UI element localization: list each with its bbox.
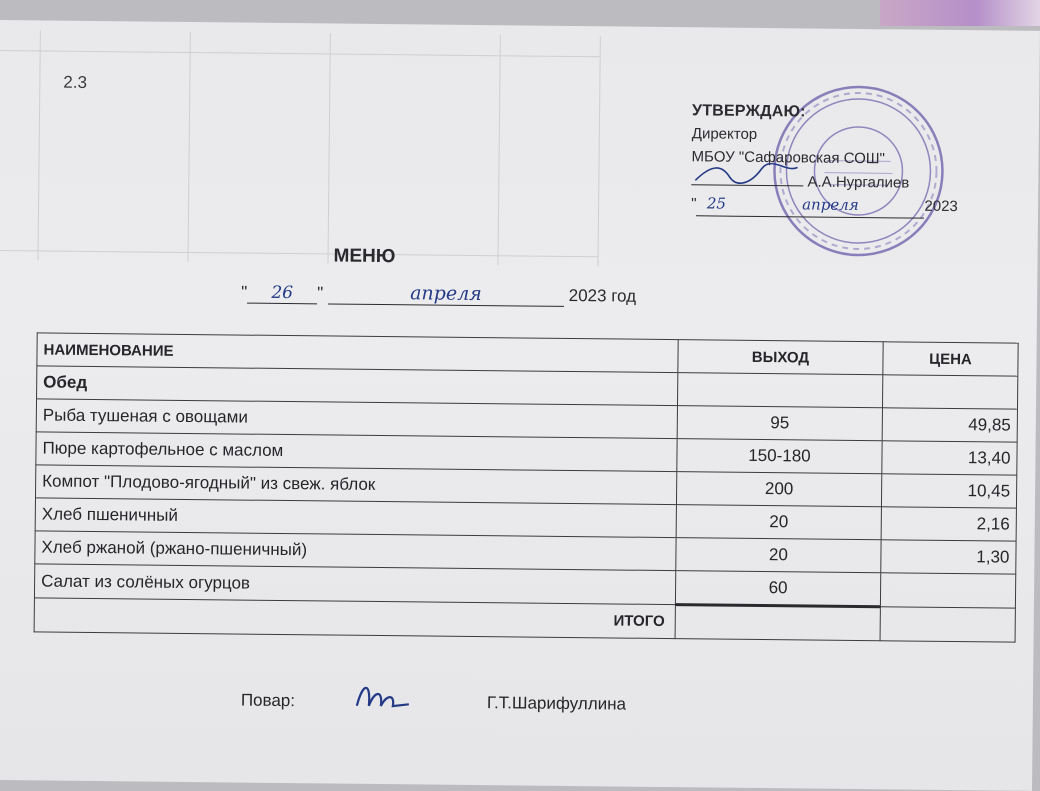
dish-output: 150-180 bbox=[677, 439, 882, 474]
quote-mark: " bbox=[317, 283, 324, 303]
dish-price: 1,30 bbox=[881, 540, 1016, 574]
dish-name: Хлеб пшеничный bbox=[35, 498, 676, 538]
header-output: ВЫХОД bbox=[678, 340, 883, 375]
approval-date bbox=[691, 192, 958, 219]
dish-price: 13,40 bbox=[882, 441, 1017, 475]
menu-date bbox=[241, 281, 636, 308]
dish-output: 60 bbox=[675, 571, 880, 607]
section-label: Обед bbox=[37, 366, 678, 406]
total-label: ИТОГО bbox=[34, 598, 675, 639]
menu-title: МЕНЮ bbox=[333, 245, 396, 268]
menu-table bbox=[34, 332, 1019, 642]
quote-mark: " bbox=[241, 282, 248, 302]
approval-signatory: А.А.Нургалиев bbox=[807, 173, 910, 192]
approval-position: Директор bbox=[691, 125, 758, 143]
menu-year: 2023 год bbox=[568, 285, 637, 306]
approval-organization: МБОУ "Сафаровская СОШ" bbox=[691, 148, 885, 168]
dish-name: Компот "Плодово-ягодный" из свеж. яблок bbox=[35, 465, 676, 505]
cook-label: Повар: bbox=[240, 690, 296, 711]
approval-year: 2023 bbox=[924, 197, 958, 216]
total-output bbox=[675, 605, 880, 641]
document-number: 2.3 bbox=[63, 72, 88, 92]
table-cell bbox=[882, 375, 1017, 409]
signature-icon bbox=[353, 676, 413, 717]
dish-output: 20 bbox=[676, 505, 881, 540]
dish-output: 200 bbox=[676, 472, 881, 507]
director-signature bbox=[691, 168, 803, 186]
dish-price: 2,16 bbox=[881, 507, 1016, 541]
signature-icon bbox=[691, 162, 801, 185]
approval-signature-line bbox=[691, 168, 958, 195]
quote-mark: " bbox=[691, 195, 697, 213]
dish-price bbox=[880, 573, 1015, 608]
cook-name: Г.Т.Шарифуллина bbox=[486, 693, 627, 714]
menu-month: апреля bbox=[328, 281, 564, 306]
approval-day: 25 bbox=[696, 192, 736, 216]
dish-price: 10,45 bbox=[881, 474, 1016, 508]
menu-day: 26 bbox=[247, 283, 317, 305]
approval-block bbox=[691, 99, 959, 219]
dish-output: 95 bbox=[677, 406, 882, 441]
document-page bbox=[0, 20, 1040, 791]
header-name: НАИМЕНОВАНИЕ bbox=[37, 333, 678, 373]
header-price: ЦЕНА bbox=[883, 342, 1018, 376]
dish-output: 20 bbox=[676, 538, 881, 573]
dish-price: 49,85 bbox=[882, 408, 1017, 442]
background-object bbox=[880, 0, 1040, 26]
dish-name: Рыба тушеная с овощами bbox=[36, 399, 677, 439]
table-cell bbox=[677, 373, 882, 408]
dish-name: Пюре картофельное с маслом bbox=[36, 432, 677, 472]
approval-month: апреля bbox=[736, 193, 924, 219]
dish-name: Хлеб ржаной (ржано-пшеничный) bbox=[35, 531, 676, 571]
total-price bbox=[880, 607, 1015, 642]
bleed-through-table bbox=[0, 30, 600, 276]
approval-heading: УТВЕРЖДАЮ: bbox=[691, 102, 806, 121]
dish-name: Салат из солёных огурцов bbox=[34, 564, 675, 605]
